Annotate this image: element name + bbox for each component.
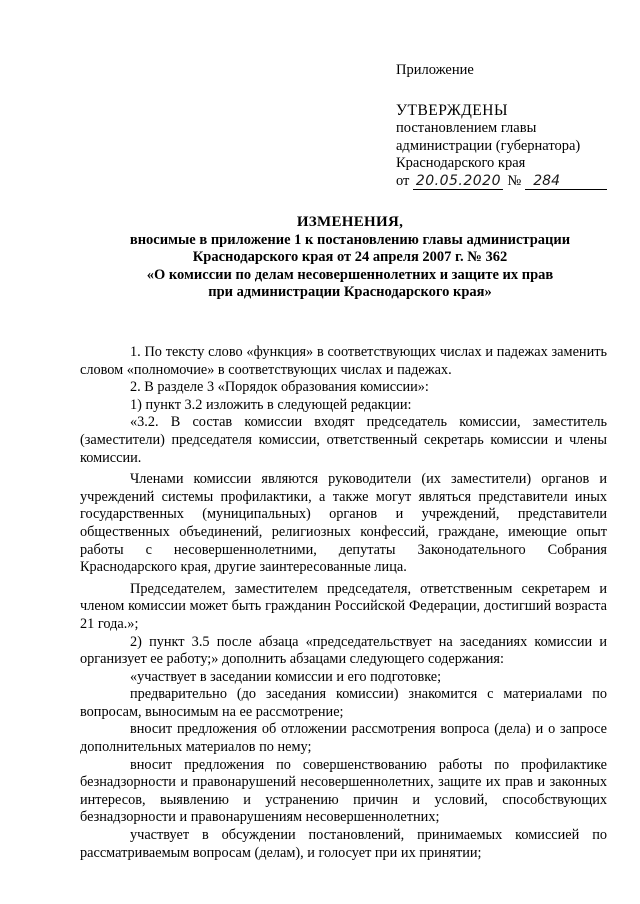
- paragraph: 2. В разделе 3 «Порядок образования комиссии»:: [130, 379, 429, 396]
- title-line-2: Краснодарского края от 24 апреля 2007 г. № 362: [192, 249, 508, 265]
- paragraph: «участвует в заседании комиссии и его подготовке;: [130, 668, 442, 685]
- approval-line-1: постановлением главы: [396, 120, 537, 136]
- handwritten-number: 284: [525, 174, 607, 190]
- paragraph: 2) пункт 3.5 после абзаца «председательствует на заседаниях комиссии и организует ее работу;» дополнить абзацами следующего содержания:: [80, 633, 607, 668]
- title-heading: ИЗМЕНЕНИЯ,: [296, 214, 404, 230]
- paragraph: вносит предложения об отложении рассмотрения вопроса (дела) и о запросе дополнительных материалов по нему;: [80, 721, 607, 756]
- annex-label: Приложение: [396, 62, 474, 78]
- paragraph: 1) пункт 3.2 изложить в следующей редакции:: [130, 396, 412, 413]
- title-line-1: вносимые в приложение 1 к постановлению главы администрации: [129, 231, 571, 248]
- title-line-4: при администрации Краснодарского края»: [208, 284, 492, 300]
- paragraph: участвует в обсуждении постановлений, принимаемых комиссией по рассматриваемым вопросам (делам), и голосует при их принятии;: [80, 827, 607, 861]
- paragraph: вносит предложения по совершенствованию работы по профилактике безнадзорности и правонарушений несовершеннолетних, защите их прав и законных интересов, выявлению и устранению причин и условий, способствующих безнадзорности и правонарушениям несовершеннолетних;: [80, 756, 607, 826]
- approval-date-line: [396, 173, 607, 191]
- approval-block: [396, 62, 607, 190]
- paragraph: Членами комиссии являются руководители (их заместители) органов и учреждений системы профилактики, а также могут являться представители иных государственных (муниципальных) органов и учреждений, представители общественных объединений, религиозных конфессий, граждане, имеющие опыт работы с несовершеннолетними, депутаты Законодательного Собрания Краснодарского края, другие заинтересованные лица.: [80, 471, 607, 576]
- approved-heading: УТВЕРЖДЕНЫ: [396, 101, 508, 119]
- document-body: [80, 344, 607, 862]
- paragraph: «3.2. В состав комиссии входят председатель комиссии, заместитель (заместители) председателя комиссии, ответственный секретарь комиссии и члены комиссии.: [80, 414, 607, 466]
- number-sign: №: [507, 172, 522, 189]
- approval-line-2: администрации (губернатора): [396, 137, 581, 154]
- title-line-3: «О комиссии по делам несовершеннолетних и защите их прав: [146, 266, 554, 283]
- paragraph: предварительно (до заседания комиссии) знакомится с материалами по вопросам, выносимым на ее рассмотрение;: [80, 686, 607, 720]
- from-label: от: [396, 172, 410, 189]
- handwritten-date: 20.05.2020: [413, 174, 503, 190]
- document-title: [60, 214, 640, 302]
- paragraph: 1. По тексту слово «функция» в соответствующих числах и падежах заменить словом «полномочие» в соответствующих числах и падежах.: [80, 344, 607, 378]
- approval-line-3: Краснодарского края: [396, 155, 526, 171]
- paragraph: Председателем, заместителем председателя, ответственным секретарем и членом комиссии может быть гражданин Российской Федерации, достигший возраста 21 года.»;: [80, 580, 607, 632]
